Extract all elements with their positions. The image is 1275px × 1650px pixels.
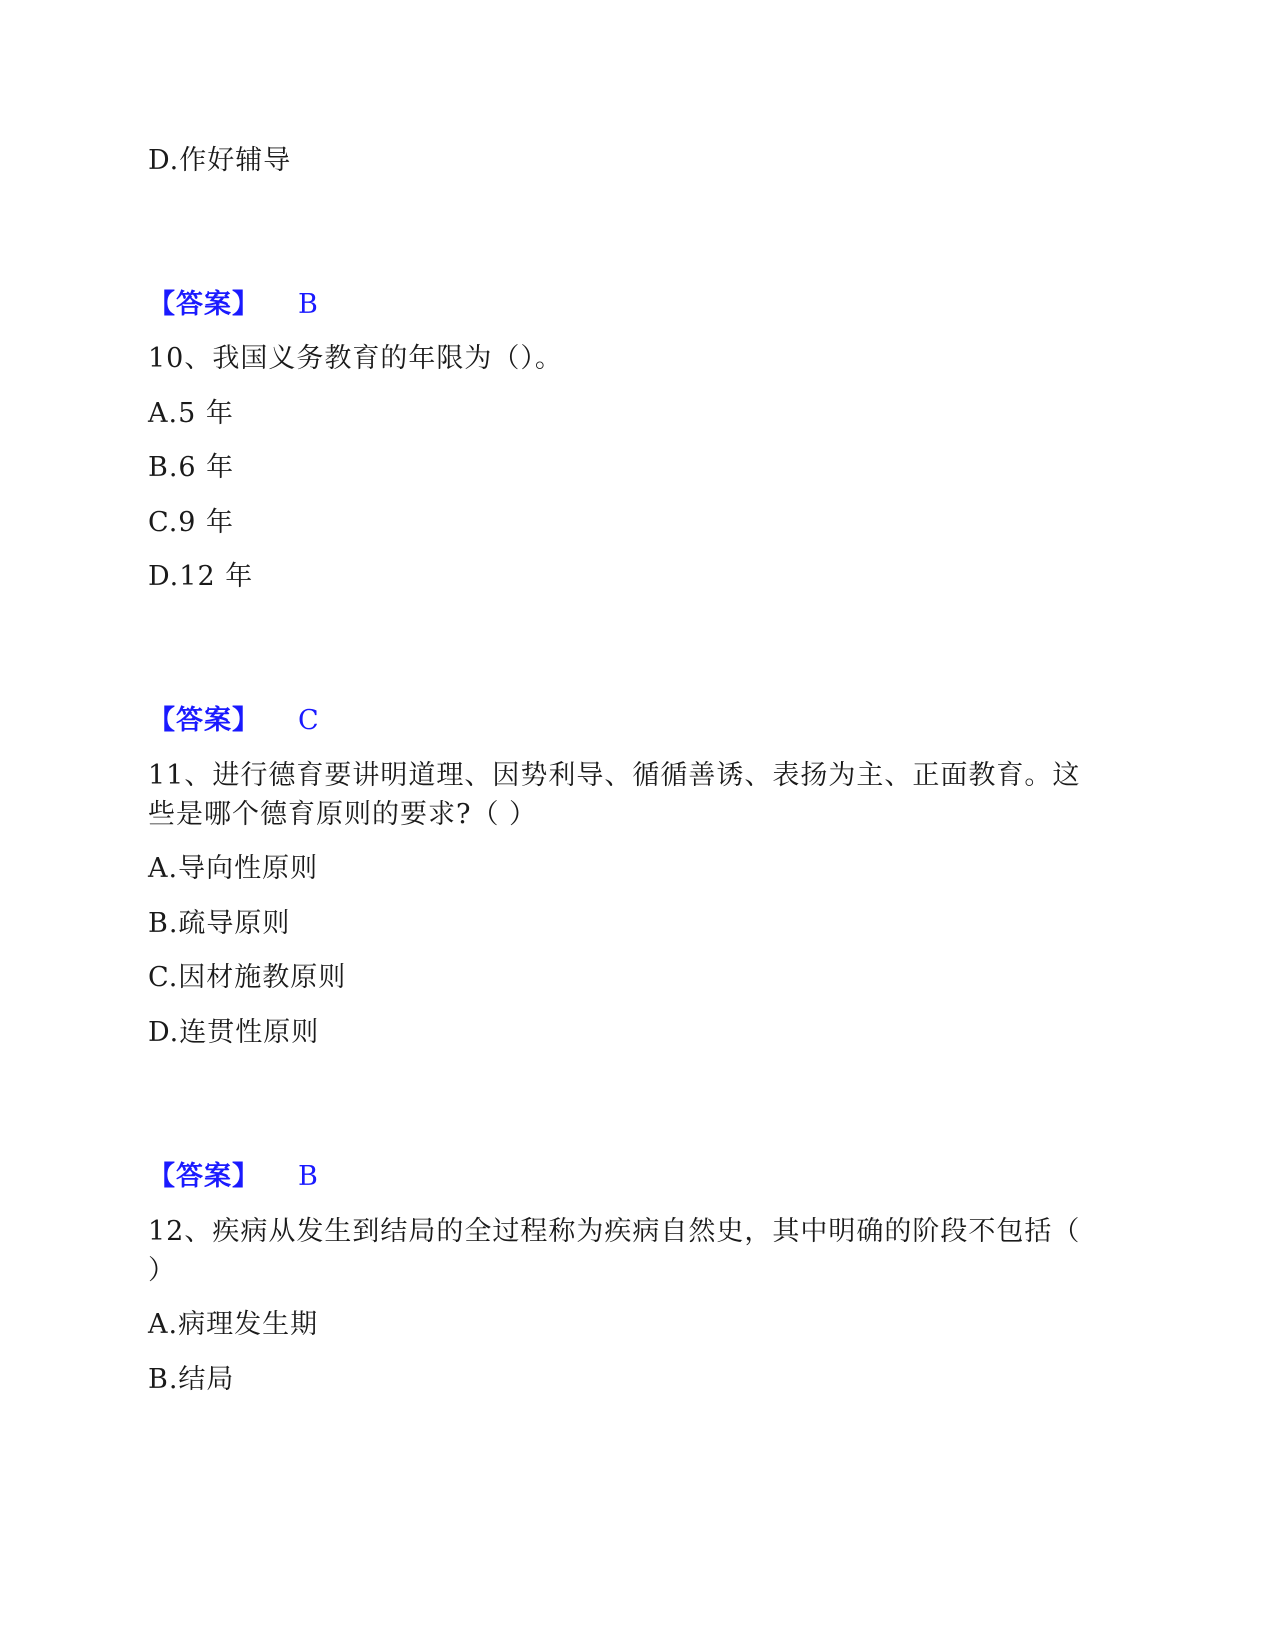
q10-option-c: C.9 年 (148, 507, 235, 538)
answer-value: B (298, 1161, 319, 1192)
answer-label: 【答案】 (148, 289, 260, 320)
answer-label: 【答案】 (148, 705, 260, 736)
q11-option-b: B.疏导原则 (148, 908, 291, 939)
q11-option-d: D.连贯性原则 (148, 1017, 320, 1048)
q11-option-a: A.导向性原则 (148, 853, 319, 884)
q12-stem-line-2: ） (148, 1255, 176, 1286)
q11-option-c: C.因材施教原则 (148, 962, 347, 993)
q12-stem-line-1: 12、疾病从发生到结局的全过程称为疾病自然史，其中明确的阶段不包括（ (148, 1216, 1081, 1247)
q11-stem-line-1: 11、进行德育要讲明道理、因势利导、循循善诱、表扬为主、正面教育。这 (148, 760, 1081, 791)
answer-value: C (298, 705, 320, 736)
q11-answer (148, 1159, 319, 1195)
q9-answer (148, 287, 319, 323)
q10-answer (148, 703, 320, 739)
answer-label: 【答案】 (148, 1161, 260, 1192)
answer-value: B (298, 289, 319, 320)
q11-stem-line-2: 些是哪个德育原则的要求?（ ） (148, 799, 538, 830)
q12-option-b: B.结局 (148, 1364, 235, 1395)
q10-option-b: B.6 年 (148, 452, 235, 483)
q12-option-a: A.病理发生期 (148, 1309, 319, 1340)
q10-option-a: A.5 年 (148, 398, 234, 429)
q10-option-d: D.12 年 (148, 561, 254, 592)
q10-stem: 10、我国义务教育的年限为（）。 (148, 343, 563, 374)
q9-option-d: D.作好辅导 (148, 145, 292, 176)
